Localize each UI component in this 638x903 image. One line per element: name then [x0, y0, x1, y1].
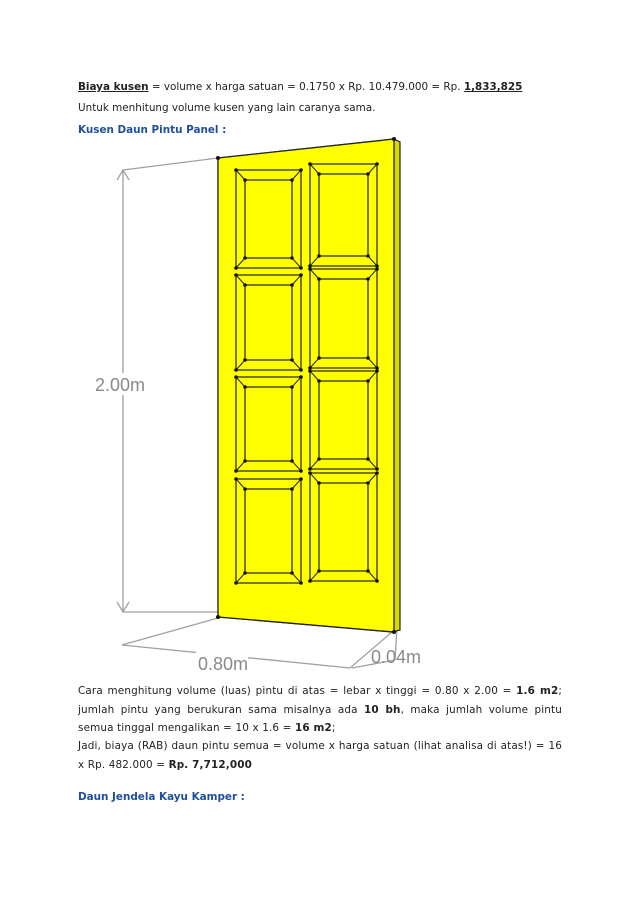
- thickness-label: 0.04m: [371, 647, 422, 667]
- door-panel: [234, 477, 303, 585]
- width-label: 0.80m: [198, 654, 249, 674]
- door-panel: [308, 369, 379, 471]
- note-line: Untuk menhitung volume kusen yang lain caranya sama.: [78, 102, 376, 114]
- height-label: 2.00m: [95, 375, 146, 395]
- para1-text-3: , maka jumlah volume pintu semua tinggal mengalikan = 10 x 1.6 =: [78, 703, 562, 734]
- door-panel: [234, 273, 303, 372]
- section-heading-daun-jendela: Daun Jendela Kayu Kamper :: [78, 791, 245, 803]
- total-volume: 16 m2: [294, 722, 332, 734]
- para1-text-2: ; jumlah pintu yang berukuran sama misalnya ada: [78, 685, 563, 716]
- para2-text: Jadi, biaya (RAB) daun pintu semua = volume x harga satuan (lihat analisa di atas!) = 16 x Rp. 482.000 =: [78, 740, 562, 771]
- section-heading-kusen-daun-pintu: Kusen Daun Pintu Panel :: [78, 124, 227, 136]
- total-cost: Rp. 7,712,000: [168, 758, 253, 771]
- door-panel: [308, 267, 379, 370]
- door-panel: [308, 471, 379, 583]
- biaya-kusen-value: 1,833,825: [463, 81, 523, 93]
- door-panel: [308, 162, 379, 268]
- biaya-kusen-label: Biaya kusen: [78, 81, 149, 93]
- paragraph-volume-calculation: [78, 682, 562, 738]
- door-panel: [234, 168, 303, 270]
- para1-text-4: ;: [331, 722, 336, 734]
- door-count: 10 bh: [364, 703, 401, 716]
- door-volume: 1.6 m2: [516, 685, 559, 697]
- paragraph-cost-calculation: [78, 737, 562, 774]
- para1-text-1: Cara menghitung volume (luas) pintu di atas = lebar x tinggi = 0.80 x 2.00 =: [78, 685, 517, 697]
- biaya-kusen-formula: = volume x harga satuan = 0.1750 x Rp. 10.479.000 = Rp.: [148, 81, 464, 93]
- door-panel: [234, 375, 303, 473]
